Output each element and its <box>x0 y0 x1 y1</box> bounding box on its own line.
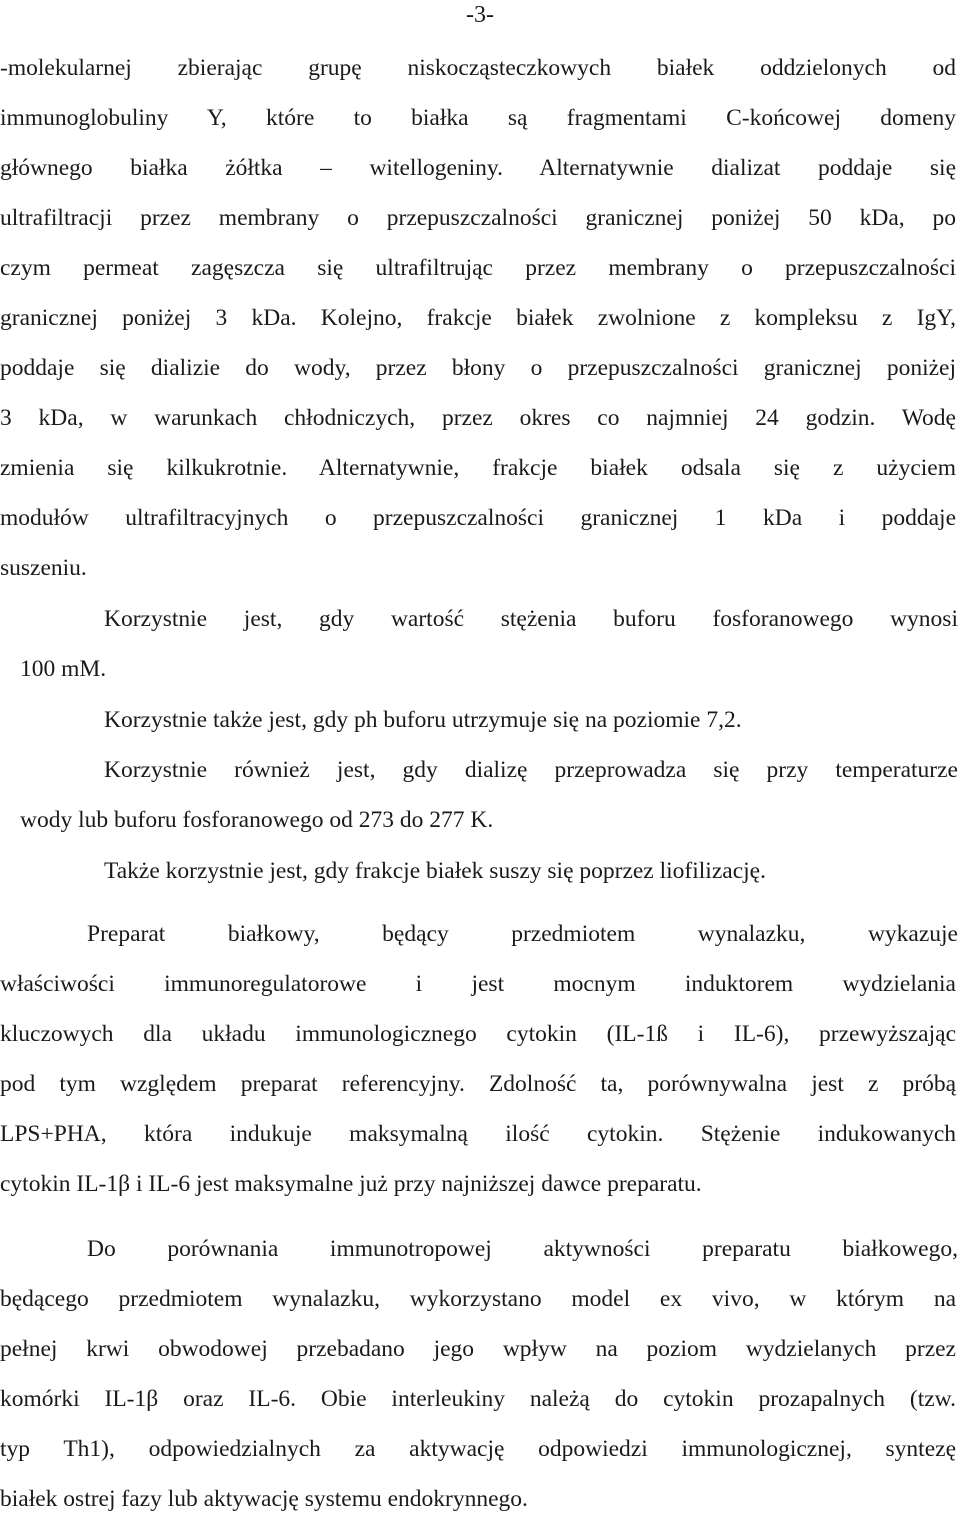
text-line: będącego przedmiotem wynalazku, wykorzystano model ex vivo, w którym na <box>0 1286 956 1312</box>
page-number: -3- <box>466 2 494 28</box>
text-line: LPS+PHA, która indukuje maksymalną ilość cytokin. Stężenie indukowanych <box>0 1121 956 1147</box>
text-line: Także korzystnie jest, gdy frakcje białek suszy się poprzez liofilizację. <box>104 858 766 884</box>
text-line: typ Th1), odpowiedzialnych za aktywację odpowiedzi immunologicznej, syntezę <box>0 1436 956 1462</box>
text-line: granicznej poniżej 3 kDa. Kolejno, frakcje białek zwolnione z kompleksu z IgY, <box>0 305 956 331</box>
text-line: pełnej krwi obwodowej przebadano jego wpływ na poziom wydzielanych przez <box>0 1336 956 1362</box>
text-line: białek ostrej fazy lub aktywację systemu endokrynnego. <box>0 1486 528 1512</box>
text-line: czym permeat zagęszcza się ultrafiltrując przez membrany o przepuszczalności <box>0 255 956 281</box>
text-line: pod tym względem preparat referencyjny. Zdolność ta, porównywalna jest z próbą <box>0 1071 956 1097</box>
text-line: komórki IL-1β oraz IL-6. Obie interleukiny należą do cytokin prozapalnych (tzw. <box>0 1386 956 1412</box>
text-line: ultrafiltracji przez membrany o przepuszczalności granicznej poniżej 50 kDa, po <box>0 205 956 231</box>
text-line: 3 kDa, w warunkach chłodniczych, przez okres co najmniej 24 godzin. Wodę <box>0 405 956 431</box>
text-line: właściwości immunoregulatorowe i jest mocnym induktorem wydzielania <box>0 971 956 997</box>
text-line: -molekularnej zbierając grupę niskocząsteczkowych białek oddzielonych od <box>0 55 956 81</box>
text-line: poddaje się dializie do wody, przez błony o przepuszczalności granicznej poniżej <box>0 355 956 381</box>
text-line: Preparat białkowy, będący przedmiotem wynalazku, wykazuje <box>87 921 958 947</box>
text-line: immunoglobuliny Y, które to białka są fragmentami C-końcowej domeny <box>0 105 956 131</box>
text-line: głównego białka żółtka – witellogeniny. Alternatywnie dializat poddaje się <box>0 155 956 181</box>
text-line: 100 mM. <box>20 656 107 682</box>
text-line: Korzystnie jest, gdy wartość stężenia buforu fosforanowego wynosi <box>104 606 958 632</box>
text-line: cytokin IL-1β i IL-6 jest maksymalne już przy najniższej dawce preparatu. <box>0 1171 702 1197</box>
text-line: suszeniu. <box>0 555 87 581</box>
text-line: Korzystnie także jest, gdy ph buforu utrzymuje się na poziomie 7,2. <box>104 707 742 733</box>
text-line: Do porównania immunotropowej aktywności preparatu białkowego, <box>87 1236 958 1262</box>
text-line: modułów ultrafiltracyjnych o przepuszczalności granicznej 1 kDa i poddaje <box>0 505 956 531</box>
text-line: kluczowych dla układu immunologicznego cytokin (IL-1ß i IL-6), przewyższając <box>0 1021 956 1047</box>
text-line: Korzystnie również jest, gdy dializę przeprowadza się przy temperaturze <box>104 757 958 783</box>
text-line: wody lub buforu fosforanowego od 273 do 277 K. <box>20 807 494 833</box>
text-line: zmienia się kilkukrotnie. Alternatywnie, frakcje białek odsala się z użyciem <box>0 455 956 481</box>
